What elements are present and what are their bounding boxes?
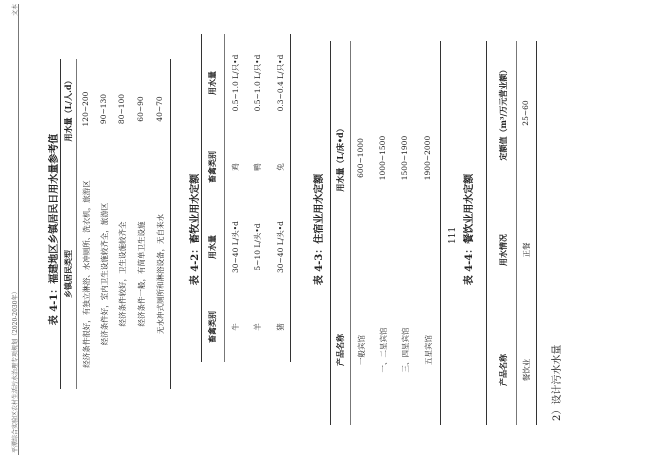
table2-row1-category1: 牛 [231, 323, 240, 331]
table1-row1-type: 经济条件很好，有独立淋浴、水冲厕所、洗衣机，旅游区 [82, 180, 91, 368]
table1-header-type: 乡镇居民类型 [63, 250, 73, 298]
table4-row1-usage: 正餐 [522, 242, 531, 258]
table3-row4-volume: 1900~2000 [423, 135, 432, 181]
table2-header-category2: 畜禽类别 [207, 151, 217, 183]
table3-row4-product: 五星宾馆 [424, 335, 433, 365]
table4-row1-product: 餐饮业 [522, 358, 531, 382]
running-header-title: 平潭综合实验区农村生活污水治理专项规划（2020-2030年） [12, 288, 19, 453]
table4-caption: 表 4-4：餐饮业用水定额 [464, 173, 475, 286]
table3-row3-volume: 1500~1900 [400, 135, 409, 181]
table3-row1-product: 一般宾馆 [357, 335, 366, 365]
table1-row1-volume: 120~200 [81, 91, 90, 127]
table3-row2-product: 一、二星宾馆 [379, 327, 388, 373]
table3-header-volume: 用水量（L/床•d） [335, 124, 345, 192]
table2-header-category1: 畜禽类别 [207, 311, 217, 343]
table4-header-quota: 定额值（m³/万元营业额） [498, 65, 508, 161]
table2-row2-category1: 羊 [253, 323, 262, 331]
table4-header-product: 产品名称 [498, 354, 508, 386]
table1-row4-volume: 60~90 [136, 96, 145, 122]
table2-row2-volume2: 0.5~1.0 L/只•d [253, 54, 262, 112]
table3-row3-product: 三、四星宾馆 [401, 327, 410, 373]
table2-row1-volume2: 0.5~1.0 L/只•d [231, 54, 240, 112]
table2-row2-category2: 鸭 [253, 163, 262, 171]
table1-row2-volume: 90~130 [99, 93, 108, 125]
table2-row2-volume1: 5~10 L/头•d [253, 223, 262, 271]
running-header-section: 文本 [12, 4, 19, 17]
table1-caption: 表 4-1：福建地区乡镇居民日用水量参考值 [49, 133, 60, 326]
table1-row5-volume: 40~70 [155, 96, 164, 122]
table1-row3-volume: 80~100 [117, 93, 126, 125]
header-rule [18, 4, 19, 455]
table2-row3-volume1: 30~40 L/头•d [276, 221, 285, 273]
table4-row1-quota: 25~60 [521, 100, 530, 126]
table2-row3-category2: 兔 [276, 163, 285, 171]
page-number: 111 [448, 226, 458, 244]
table1-row5-type: 无水冲式厕所和淋浴设备，无自来水 [156, 214, 165, 334]
table1-row3-type: 经济条件较好，卫生设施较齐全 [118, 221, 127, 327]
table2-row1-category2: 鸡 [231, 163, 240, 171]
table4-header-usage: 用水情况 [498, 234, 508, 266]
table2-row3-category1: 猪 [276, 323, 285, 331]
table2-row3-volume2: 0.3~0.4 L/只•d [276, 54, 285, 112]
section-heading: 2）设计污水水量 [552, 344, 563, 421]
table2-header-volume2: 用水量 [207, 71, 217, 95]
table1-row2-type: 经济条件好，室内卫生设施较齐全，旅游区 [100, 202, 109, 346]
table3-row1-volume: 600~1000 [356, 138, 365, 178]
table1-row4-type: 经济条件一般，有简单卫生设施 [137, 221, 146, 327]
table3-caption: 表 4-3：住宿业用水定额 [314, 173, 325, 286]
table2-row1-volume1: 30~40 L/头•d [231, 221, 240, 273]
table3-row2-volume: 1000~1500 [378, 135, 387, 181]
table3-header-product: 产品名称 [335, 334, 345, 366]
table1-header-volume: 用水量（L/人.d） [63, 76, 73, 142]
table2-caption: 表 4-2：畜牧业用水定额 [190, 173, 201, 286]
table2-header-volume1: 用水量 [207, 235, 217, 259]
